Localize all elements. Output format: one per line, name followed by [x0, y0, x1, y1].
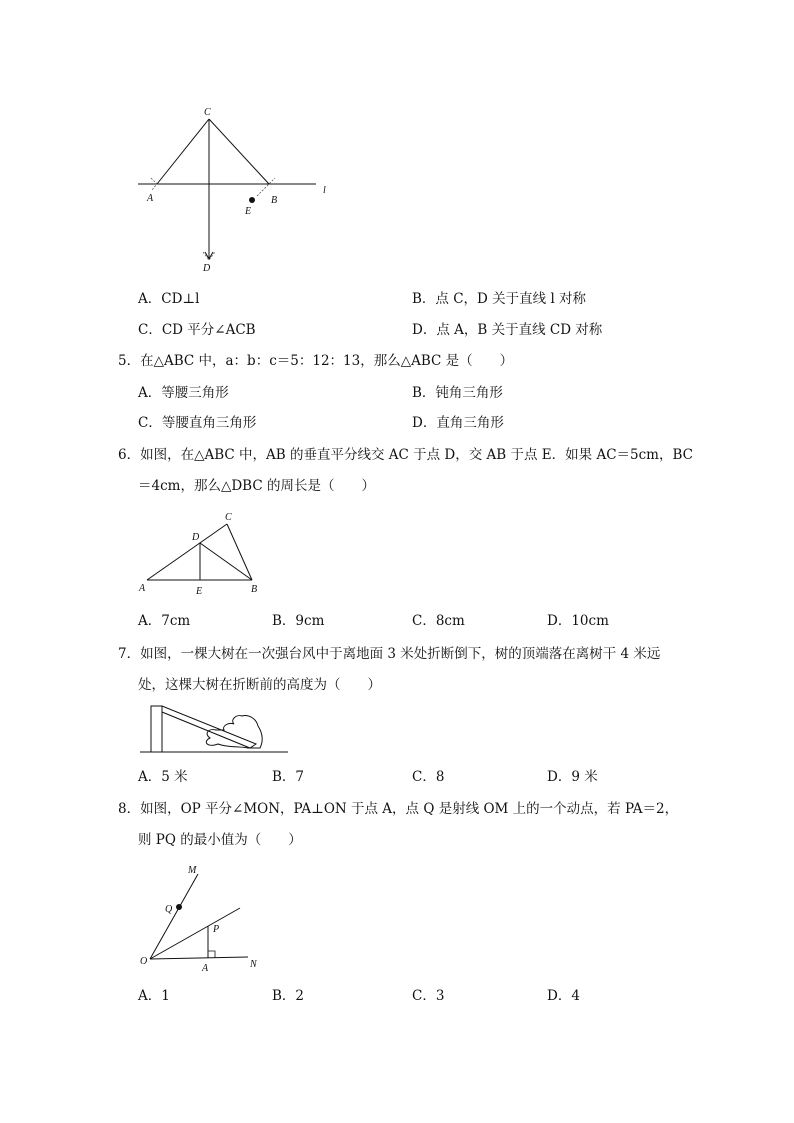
q7-option-c: C．8 [412, 769, 445, 785]
q6-option-d: D．10cm [547, 613, 609, 629]
label-d: D [192, 532, 200, 543]
q6-stem-line1: 6．如图，在△ABC 中，AB 的垂直平分线交 AC 于点 D，交 AB 于点 E．如果 AC＝5cm，BC [118, 447, 693, 463]
label-e: E [196, 586, 203, 597]
label-q: Q [165, 904, 173, 915]
q4-option-d: D．点 A，B 关于直线 CD 对称 [412, 322, 603, 338]
label-c: C [204, 107, 211, 118]
point-e [249, 197, 255, 203]
q7-option-d: D．9 米 [547, 769, 598, 785]
tree-trunk [151, 706, 162, 752]
figure-q4 [130, 100, 350, 280]
label-c: C [225, 512, 232, 523]
q6-stem-line2: ＝4cm，那么△DBC 的周长是（ ） [138, 478, 375, 494]
segment-ca [157, 119, 209, 184]
q7-stem-line2: 处，这棵大树在折断前的高度为（ ） [138, 677, 381, 693]
point-q [176, 904, 182, 910]
label-a: A [147, 193, 154, 204]
label-d: D [203, 263, 211, 274]
q4-option-b: B．点 C，D 关于直线 l 对称 [412, 291, 587, 307]
q8-stem-line2: 则 PQ 的最小值为（ ） [138, 832, 302, 848]
label-b: B [251, 584, 258, 595]
right-angle-mark [208, 951, 215, 958]
q7-option-b: B．7 [272, 769, 305, 785]
q5-stem: 5．在△ABC 中，a：b：c＝5：12：13，那么△ABC 是（ ） [118, 353, 514, 369]
q5-option-d: D．直角三角形 [412, 415, 504, 431]
q7-stem-line1: 7．如图，一棵大树在一次强台风中于离地面 3 米处折断倒下，树的顶端落在离树干 4 米远 [118, 646, 661, 662]
label-e: E [245, 206, 252, 217]
label-l: l [323, 185, 326, 196]
q8-option-c: C．3 [412, 988, 445, 1004]
segment-ac [147, 524, 227, 580]
q6-option-c: C．8cm [412, 613, 465, 629]
q6-option-b: B．9cm [272, 613, 325, 629]
figure-q7 [138, 700, 293, 760]
label-p: P [213, 924, 220, 935]
label-a: A [202, 963, 209, 974]
label-o: O [140, 956, 148, 967]
q8-stem-line1: 8．如图，OP 平分∠MON，PA⊥ON 于点 A，点 Q 是射线 OM 上的一个动点，若 PA＝2， [118, 801, 679, 817]
q8-option-d: D．4 [547, 988, 580, 1004]
label-n: N [250, 959, 257, 970]
label-b: B [271, 195, 278, 206]
figure-q8 [135, 860, 265, 975]
q4-option-c: C．CD 平分∠ACB [138, 322, 256, 338]
label-m: M [188, 865, 197, 876]
q8-option-a: A．1 [138, 988, 170, 1004]
fallen-trunk [151, 706, 256, 748]
figure-q6 [135, 505, 275, 600]
label-a: A [139, 583, 146, 594]
q7-option-a: A．5 米 [138, 769, 188, 785]
q8-option-b: B．2 [272, 988, 305, 1004]
q5-option-b: B．钝角三角形 [412, 385, 503, 401]
q5-option-c: C．等腰直角三角形 [138, 415, 257, 431]
ray-om [150, 874, 198, 959]
ray-on [150, 957, 248, 959]
q6-option-a: A．7cm [138, 613, 191, 629]
segment-cb [209, 119, 269, 184]
q4-option-a: A．CD⊥l [138, 291, 200, 307]
ray-op [150, 908, 240, 959]
q5-option-a: A．等腰三角形 [138, 385, 229, 401]
